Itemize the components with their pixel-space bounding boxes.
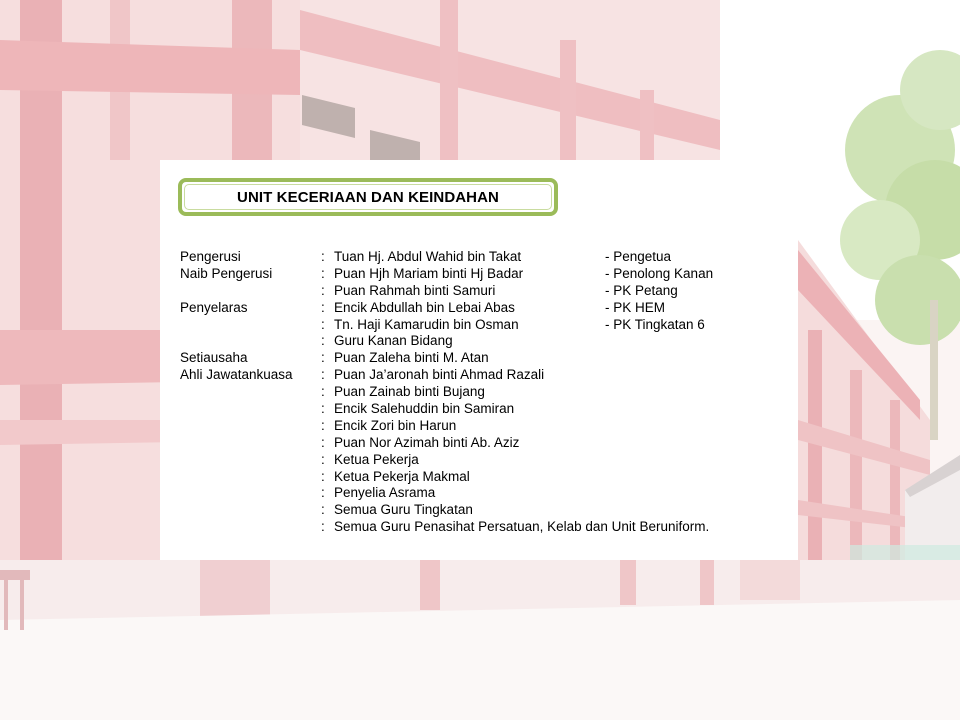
committee-row: [180, 435, 790, 452]
colon-separator: :: [321, 451, 325, 467]
content-panel: [160, 160, 798, 560]
member-name: Puan Ja’aronah binti Ahmad Razali: [334, 367, 545, 383]
member-name: Semua Guru Penasihat Persatuan, Kelab dan Unit Beruniform.: [334, 519, 710, 535]
member-name: Puan Zaleha binti M. Atan: [334, 350, 489, 366]
committee-row: [180, 350, 790, 367]
member-name: Tn. Haji Kamarudin bin Osman: [334, 316, 519, 332]
member-position: - PK Tingkatan 6: [605, 316, 705, 332]
committee-row: [180, 266, 790, 283]
member-position: - Pengetua: [605, 249, 672, 264]
title-frame: [178, 178, 558, 216]
colon-separator: :: [321, 350, 325, 366]
colon-separator: :: [321, 282, 325, 298]
member-name: Puan Rahmah binti Samuri: [334, 282, 496, 298]
member-name: Puan Zainab binti Bujang: [334, 384, 485, 400]
colon-separator: :: [321, 316, 325, 332]
member-position: - PK HEM: [605, 299, 666, 315]
committee-row: [180, 452, 790, 469]
member-name: Ketua Pekerja: [334, 451, 419, 467]
role-label: Penyelaras: [180, 299, 248, 315]
committee-row: [180, 502, 790, 519]
committee-row: [180, 519, 790, 536]
member-name: Penyelia Asrama: [334, 485, 436, 501]
member-name: Encik Zori bin Harun: [334, 417, 457, 433]
member-name: Guru Kanan Bidang: [334, 333, 453, 349]
colon-separator: :: [321, 299, 325, 315]
member-position: - PK Petang: [605, 282, 678, 298]
colon-separator: :: [321, 333, 325, 349]
page-title: UNIT KECERIAAN DAN KEINDAHAN: [237, 188, 499, 206]
committee-row: [180, 367, 790, 384]
member-name: Puan Hjh Mariam binti Hj Badar: [334, 265, 524, 281]
colon-separator: :: [321, 401, 325, 417]
committee-list: [180, 249, 790, 536]
colon-separator: :: [321, 485, 325, 501]
colon-separator: :: [321, 265, 325, 281]
committee-row: [180, 317, 790, 334]
committee-row: [180, 401, 790, 418]
colon-separator: :: [321, 502, 325, 518]
member-name: Ketua Pekerja Makmal: [334, 468, 470, 484]
committee-row: [180, 283, 790, 300]
member-name: Semua Guru Tingkatan: [334, 502, 473, 518]
member-position: - Penolong Kanan: [605, 265, 714, 281]
colon-separator: :: [321, 434, 325, 450]
member-name: Tuan Hj. Abdul Wahid bin Takat: [334, 249, 522, 264]
colon-separator: :: [321, 384, 325, 400]
committee-row: [180, 300, 790, 317]
committee-row: [180, 384, 790, 401]
role-label: Setiausaha: [180, 350, 248, 366]
member-name: Encik Salehuddin bin Samiran: [334, 401, 515, 417]
member-name: Encik Abdullah bin Lebai Abas: [334, 299, 515, 315]
committee-row: [180, 469, 790, 486]
colon-separator: :: [321, 367, 325, 383]
committee-row: [180, 485, 790, 502]
member-name: Puan Nor Azimah binti Ab. Aziz: [334, 434, 520, 450]
colon-separator: :: [321, 519, 325, 535]
colon-separator: :: [321, 417, 325, 433]
role-label: Pengerusi: [180, 249, 241, 264]
committee-row: [180, 333, 790, 350]
committee-row: [180, 249, 790, 266]
role-label: Ahli Jawatankuasa: [180, 367, 293, 383]
colon-separator: :: [321, 249, 325, 264]
colon-separator: :: [321, 468, 325, 484]
role-label: Naib Pengerusi: [180, 265, 273, 281]
committee-row: [180, 418, 790, 435]
